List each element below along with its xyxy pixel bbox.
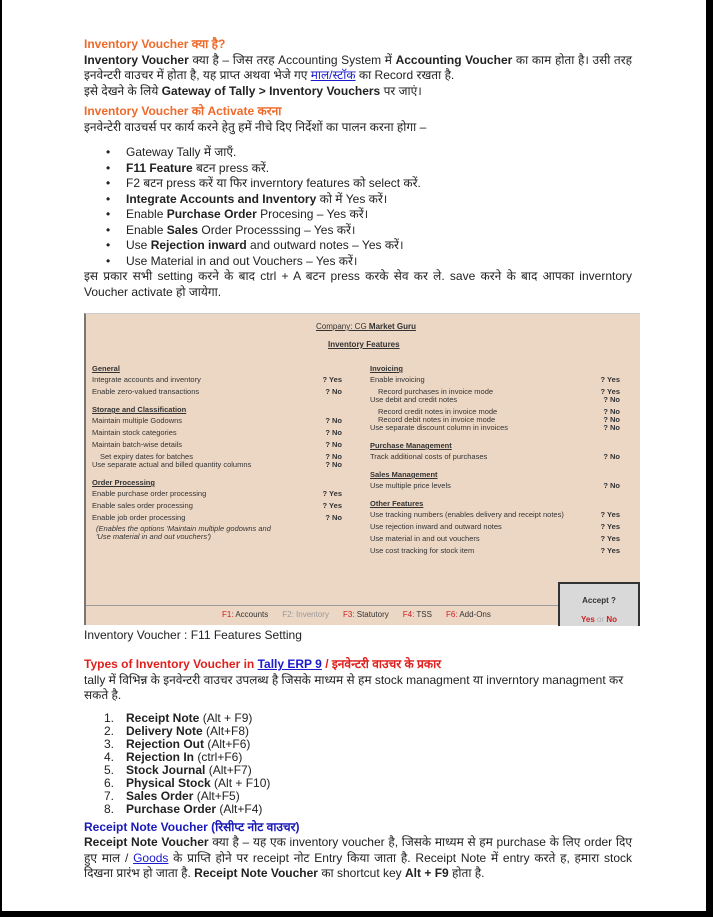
- feature-section-heading: Order Processing: [92, 478, 155, 487]
- activate-outro: इस प्रकार सभी setting करने के बाद ctrl + A बटन press करके सेव कर ले. save करने के बाद आपका inverntory Voucher activate हो जायेगा.: [84, 269, 632, 299]
- feature-label: Maintain multiple Godowns: [92, 416, 183, 425]
- feature-value[interactable]: ? No: [603, 423, 620, 432]
- gateway-path-line: [84, 84, 632, 100]
- voucher-name: Sales Order: [126, 788, 194, 803]
- fkey-label: Statutory: [354, 610, 389, 619]
- feature-row[interactable]: [92, 416, 342, 428]
- feature-label: Enable job order processing: [92, 513, 186, 522]
- feature-label: Enable sales order processing: [92, 501, 193, 510]
- accept-yes-button[interactable]: Yes: [580, 615, 595, 624]
- image-caption: Inventory Voucher : F11 Features Setting: [84, 628, 302, 642]
- item-number: 8.: [104, 801, 115, 816]
- feature-label: Enable invoicing: [370, 375, 425, 384]
- feature-row[interactable]: [92, 375, 342, 387]
- features-title: Inventory Features: [328, 340, 400, 349]
- item-number: 4.: [104, 749, 115, 764]
- bold-term: Receipt Note Voucher: [194, 866, 318, 880]
- feature-section-heading: Storage and Classification: [92, 405, 187, 414]
- section-heading-types: [84, 657, 632, 673]
- item-number: 6.: [104, 775, 115, 790]
- activation-step: [126, 176, 632, 192]
- feature-value[interactable]: ? Yes: [600, 510, 620, 519]
- receipt-note-paragraph: [84, 835, 632, 882]
- company-label: Company: CG: [316, 322, 369, 331]
- text: क्या है – यह एक inventory voucher है, जिसके माध्यम से हम purchase के लिए order दिए हुए माल /: [84, 835, 632, 865]
- feature-section-heading: Invoicing: [370, 364, 403, 373]
- activation-step: [126, 238, 632, 254]
- tally-features-screenshot: [84, 313, 640, 625]
- step-text: बटन press करें.: [192, 160, 270, 175]
- feature-label: Use multiple price levels: [370, 481, 451, 490]
- fkey-label: TSS: [414, 610, 432, 619]
- feature-value[interactable]: ? No: [603, 395, 620, 404]
- voucher-shortcut: (Alt+F6): [204, 736, 251, 751]
- text: / इनवेन्टरी वाउचर के प्रकार: [321, 657, 442, 671]
- feature-section-heading: Purchase Management: [370, 441, 452, 450]
- activation-step: [126, 207, 632, 223]
- footer-divider: [86, 605, 558, 606]
- fkey: F1:: [222, 610, 234, 619]
- function-key-5[interactable]: [446, 610, 491, 619]
- text: पर जाएं।: [380, 83, 422, 98]
- feature-label: Enable purchase order processing: [92, 489, 207, 498]
- intro-paragraph: [84, 53, 632, 84]
- function-key-1[interactable]: [222, 610, 268, 619]
- feature-label: Use rejection inward and outward notes: [370, 522, 502, 531]
- function-key-bar: [222, 610, 505, 619]
- feature-label: Enable zero-valued transactions: [92, 387, 200, 396]
- bold-term: Inventory Voucher: [84, 52, 189, 67]
- tally-erp9-link[interactable]: Tally ERP 9: [257, 657, 322, 671]
- feature-label: Use cost tracking for stock item: [370, 546, 475, 555]
- feature-row[interactable]: [370, 510, 620, 522]
- feature-row[interactable]: [92, 387, 342, 399]
- feature-section-heading: Sales Management: [370, 470, 438, 479]
- step-text: Purchase Order: [166, 207, 257, 221]
- feature-label: Integrate accounts and inventory: [92, 375, 201, 384]
- voucher-name: Stock Journal: [126, 762, 206, 777]
- item-number: 3.: [104, 736, 115, 751]
- step-text: F11 Feature: [126, 160, 193, 175]
- feature-row[interactable]: [92, 489, 342, 501]
- feature-label: Record credit notes in invoice mode: [378, 407, 498, 416]
- bold-term: Accounting Voucher: [395, 52, 513, 67]
- feature-label: Maintain stock categories: [92, 428, 177, 437]
- voucher-name: Rejection Out: [126, 736, 205, 751]
- feature-row[interactable]: [370, 534, 620, 546]
- text: क्या है – जिस तरह Accounting System में: [188, 52, 396, 67]
- features-right-column: [370, 358, 620, 558]
- step-text: and outward notes – Yes करें।: [246, 238, 404, 252]
- feature-row[interactable]: [370, 387, 620, 395]
- step-text: Sales: [166, 222, 199, 237]
- voucher-shortcut: (Alt + F9): [199, 710, 253, 725]
- section-heading-activate: Inventory Voucher को Activate करना: [84, 104, 282, 118]
- document-body-lower: [84, 657, 632, 882]
- feature-value[interactable]: ? No: [325, 440, 342, 449]
- company-name: [316, 322, 416, 331]
- feature-row[interactable]: [92, 460, 342, 472]
- feature-label: Track additional costs of purchases: [370, 452, 488, 461]
- section-heading-what-is: Inventory Voucher क्या है?: [84, 37, 226, 51]
- feature-row[interactable]: [370, 522, 620, 534]
- item-number: 2.: [104, 723, 115, 738]
- feature-row[interactable]: [370, 395, 620, 407]
- feature-value[interactable]: ? No: [603, 481, 620, 490]
- step-text: F2 बटन press करें या फिर inverntory features को select करें.: [126, 176, 421, 190]
- feature-row[interactable]: [370, 546, 620, 558]
- voucher-shortcut: (Alt+F7): [205, 762, 252, 777]
- step-text: Use Material in and out Vouchers – Yes करें।: [126, 253, 358, 268]
- step-text: Use: [126, 238, 151, 252]
- activate-intro: इनवेन्टेरी वाउचर्स पर कार्य करने हेतु हमें नीचे दिए निर्देशों का पालन करना होगा –: [84, 119, 427, 134]
- feature-value[interactable]: ? Yes: [600, 546, 620, 555]
- fkey: F2:: [282, 610, 294, 619]
- fkey: F6:: [445, 610, 458, 619]
- voucher-shortcut: (Alt+F4): [216, 801, 263, 816]
- step-text: Integrate Accounts and Inventory: [126, 191, 317, 206]
- feature-value[interactable]: ? No: [325, 513, 342, 522]
- feature-label: Use debit and credit notes: [370, 395, 458, 404]
- text: होता है.: [448, 866, 485, 880]
- text: इसे देखने के लिये: [84, 83, 162, 98]
- text: का Record रखता है.: [355, 68, 455, 82]
- types-intro: tally में विभिन्न के इनवेन्टरी वाउचर उपलब्ध है जिसके माध्यम से हम stock managment या inverntory managment कर सकते है.: [84, 672, 624, 702]
- function-key-2[interactable]: [282, 610, 329, 619]
- feature-value[interactable]: ? No: [325, 460, 342, 469]
- fkey: F3:: [342, 610, 355, 619]
- item-number: 1.: [104, 710, 115, 725]
- gateway-path: Gateway of Tally > Inventory Vouchers: [161, 83, 381, 98]
- feature-value[interactable]: ? No: [603, 407, 620, 416]
- text: Types of Inventory Voucher in: [84, 657, 258, 671]
- bold-term: Receipt Note Voucher: [84, 835, 209, 849]
- step-text: Enable: [126, 207, 167, 221]
- feature-value[interactable]: ? No: [603, 415, 620, 424]
- voucher-name: Receipt Note: [126, 710, 200, 725]
- feature-note: (Enables the options 'Maintain multiple godowns and 'Use material in and out vouchers'): [96, 524, 271, 541]
- voucher-name: Delivery Note: [126, 723, 203, 738]
- activation-step: [126, 223, 632, 239]
- features-left-column: [92, 358, 342, 541]
- feature-value[interactable]: ? Yes: [600, 522, 620, 531]
- fkey: F4:: [402, 610, 415, 619]
- feature-label: Record debit notes in invoice mode: [378, 415, 496, 424]
- feature-row[interactable]: [370, 415, 620, 423]
- or-text: or: [597, 615, 605, 624]
- feature-value[interactable]: ? Yes: [600, 387, 620, 396]
- feature-value[interactable]: ? No: [325, 452, 342, 461]
- voucher-types-list: [84, 712, 632, 816]
- item-number: 5.: [104, 762, 115, 777]
- stock-link[interactable]: माल/स्टॉक: [310, 68, 356, 82]
- activation-step: [126, 254, 632, 270]
- feature-label: Set expiry dates for batches: [100, 452, 193, 461]
- activation-step: [126, 192, 632, 208]
- fkey-label: Add-Ons: [457, 610, 491, 619]
- accept-options: [560, 615, 638, 624]
- text: के प्राप्ति होने पर receipt नोट Entry किया जाता है. Receipt Note में entry करते ह, हमारा stock दिखना प्रारंभ हो जाता है.: [84, 850, 633, 880]
- feature-section-heading: Other Features: [370, 499, 424, 508]
- feature-row[interactable]: [92, 501, 342, 513]
- document-body: [84, 37, 632, 300]
- voucher-shortcut: (Alt+F5): [193, 788, 240, 803]
- feature-value[interactable]: ? Yes: [600, 534, 620, 543]
- step-text: Order Processsing – Yes करें।: [198, 222, 356, 237]
- voucher-shortcut: (Alt + F10): [210, 775, 271, 790]
- company-value: Market Guru: [368, 322, 417, 331]
- feature-label: Use material in and out vouchers: [370, 534, 480, 543]
- section-heading-receipt-note: Receipt Note Voucher (रिसीप्ट नोट वाउचर): [84, 819, 300, 834]
- feature-row[interactable]: [92, 452, 342, 460]
- step-text: Enable: [126, 222, 167, 237]
- feature-label: Use separate discount column in invoices: [370, 423, 508, 432]
- feature-label: Record purchases in invoice mode: [378, 387, 494, 396]
- voucher-shortcut: (Alt+F8): [202, 723, 250, 738]
- activation-step: [126, 161, 632, 177]
- voucher-name: Purchase Order: [126, 801, 217, 816]
- feature-value[interactable]: ? No: [325, 416, 342, 425]
- fkey-label: Accounts: [233, 610, 269, 619]
- item-number: 7.: [104, 788, 115, 803]
- step-text: Procesing – Yes करें।: [256, 207, 369, 221]
- feature-label: Use tracking numbers (enables delivery and receipt notes): [370, 510, 564, 519]
- step-text: को में Yes करें।: [316, 191, 388, 206]
- activation-steps-list: [84, 145, 632, 269]
- step-text: Gateway Tally में जाएँ.: [126, 145, 237, 159]
- function-key-3[interactable]: [343, 610, 389, 619]
- feature-row[interactable]: [92, 428, 342, 440]
- function-key-4[interactable]: [403, 610, 432, 619]
- goods-link[interactable]: Goods: [133, 850, 169, 865]
- text: का shortcut key: [317, 866, 406, 880]
- accept-question: Accept ?: [582, 596, 616, 605]
- feature-row[interactable]: [370, 481, 620, 493]
- accept-dialog: [558, 582, 640, 626]
- feature-value[interactable]: ? Yes: [322, 501, 342, 510]
- feature-row[interactable]: [92, 440, 342, 452]
- feature-value[interactable]: ? No: [603, 452, 620, 461]
- feature-value[interactable]: ? Yes: [322, 375, 342, 384]
- voucher-name: Physical Stock: [126, 775, 211, 790]
- fkey-label: Inventory: [293, 610, 329, 619]
- feature-value[interactable]: ? No: [325, 428, 342, 437]
- voucher-name: Rejection In: [126, 749, 195, 764]
- shortcut-key: Alt + F9: [405, 866, 449, 880]
- feature-row[interactable]: [370, 375, 620, 387]
- feature-section-heading: General: [92, 364, 120, 373]
- feature-value[interactable]: ? No: [325, 387, 342, 396]
- voucher-type-item: [104, 801, 632, 816]
- feature-value[interactable]: ? Yes: [600, 375, 620, 384]
- activation-step: [126, 145, 632, 161]
- feature-label: Maintain batch-wise details: [92, 440, 183, 449]
- voucher-shortcut: (ctrl+F6): [194, 749, 243, 764]
- text: का काम होता है। उसी तरह इनवेन्टरी वाउचर में होता है, यह प्राप्त अथवा भेजे गए: [84, 52, 633, 82]
- feature-row[interactable]: [370, 452, 620, 464]
- feature-value[interactable]: ? Yes: [322, 489, 342, 498]
- feature-row[interactable]: [370, 423, 620, 435]
- accept-no-button[interactable]: No: [606, 615, 618, 624]
- step-text: Rejection inward: [150, 238, 247, 252]
- feature-row[interactable]: [370, 407, 620, 415]
- feature-label: Use separate actual and billed quantity columns: [92, 460, 252, 469]
